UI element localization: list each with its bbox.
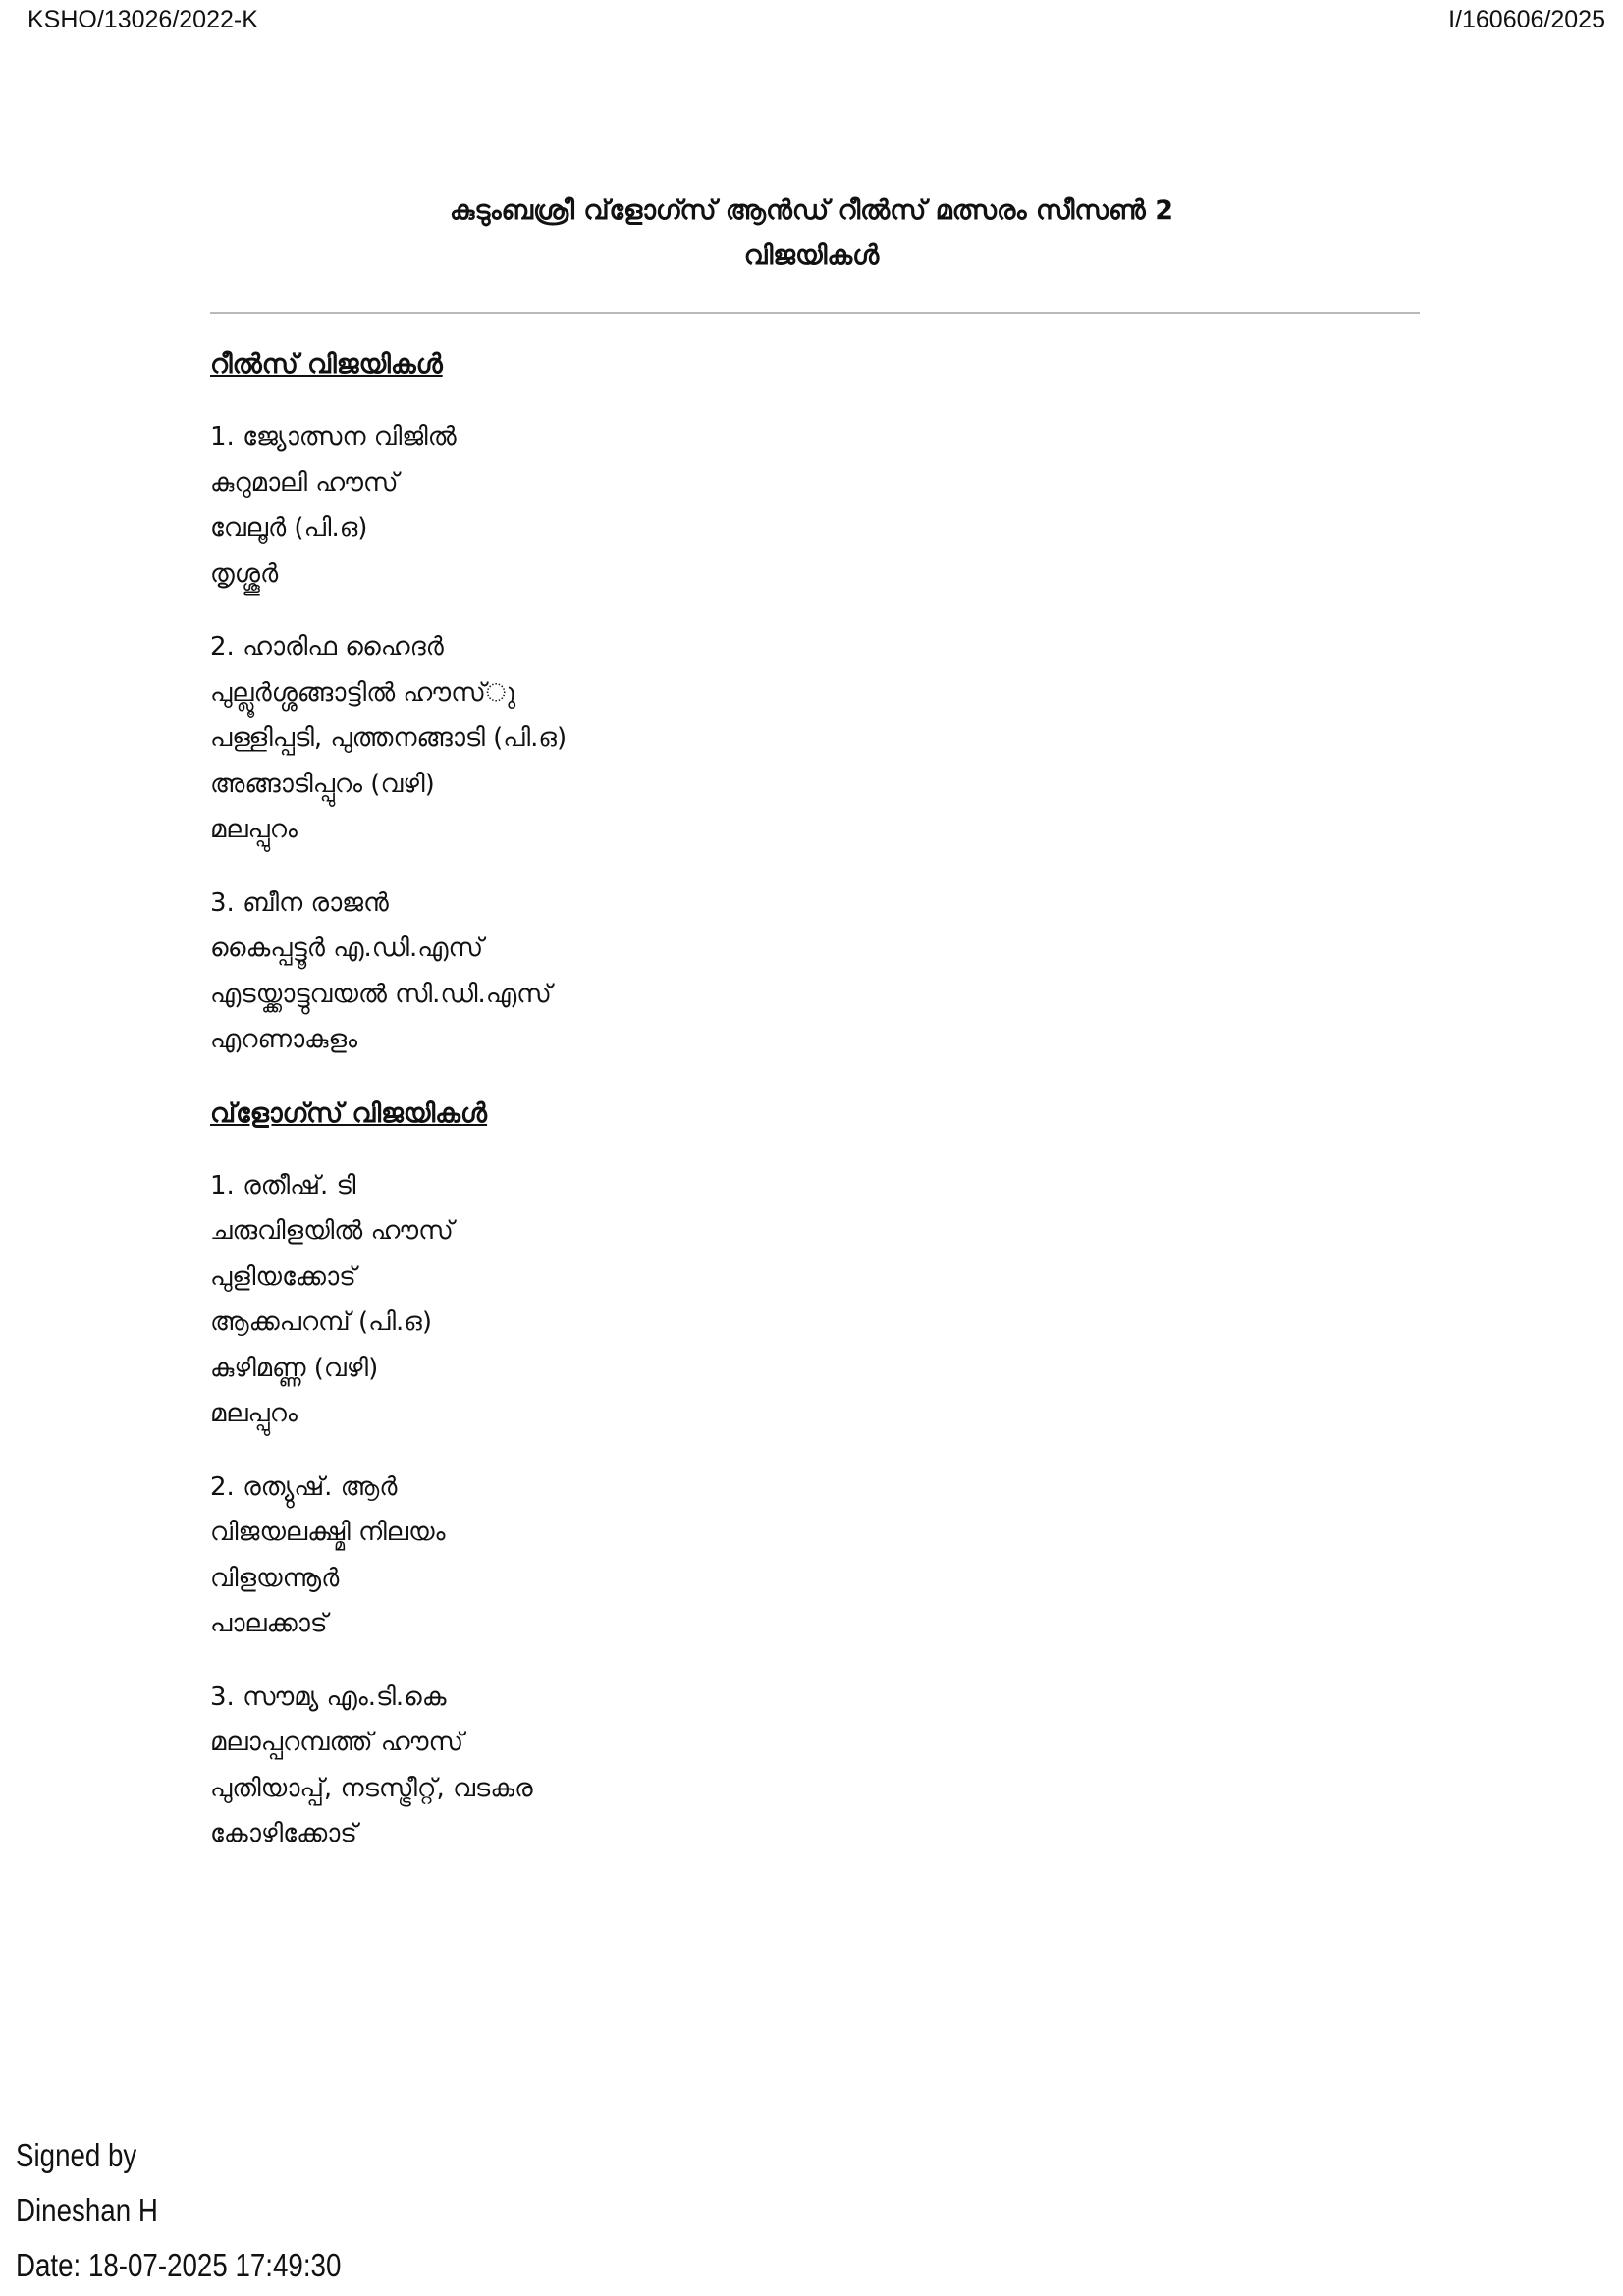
- reels-section-heading: റീൽസ് വിജയികൾ: [210, 349, 443, 380]
- document-body: [210, 346, 1388, 1885]
- address-line: പള്ളിപ്പടി, പുത്തനങ്ങാടി (പി.ഒ): [210, 723, 568, 753]
- address-line: ആക്കപറമ്പ് (പി.ഒ): [210, 1308, 432, 1337]
- document-reference: I/160606/2025: [1448, 6, 1605, 33]
- address-line: വിളയന്നൂർ: [210, 1563, 340, 1593]
- vlogs-winner-3: [210, 1675, 1388, 1857]
- title-line-2: വിജയികൾ: [743, 240, 880, 271]
- winner-name: 1. ജ്യോത്സന വിജിൽ: [210, 422, 457, 452]
- address-line: തൃശ്ശൂർ: [210, 559, 279, 589]
- address-line: ചരുവിളയിൽ ഹൗസ്: [210, 1216, 454, 1246]
- signature-signer-name: Dineshan H: [16, 2192, 158, 2228]
- address-line: എറണാകുളം: [210, 1025, 357, 1054]
- address-line: പാലക്കാട്: [210, 1609, 328, 1638]
- digital-signature: [16, 2128, 341, 2293]
- address-line: പുതിയാപ്പ്, നടസ്ട്രീറ്റ്, വടകര: [210, 1773, 533, 1803]
- address-line: വേലൂർ (പി.ഒ): [210, 513, 368, 543]
- vlogs-winner-2: [210, 1465, 1388, 1647]
- signature-date: Date: 18-07-2025 17:49:30: [16, 2247, 342, 2283]
- address-line: മലപ്പുറം: [210, 1399, 298, 1428]
- reels-winner-2: [210, 624, 1388, 853]
- address-line: കുറുമാലി ഹൗസ്: [210, 467, 399, 498]
- address-line: എടയ്ക്കാട്ടുവയൽ സി.ഡി.എസ്: [210, 979, 552, 1009]
- winner-name: 2. രത്യുഷ്. ആർ: [210, 1471, 398, 1502]
- address-line: അങ്ങാടിപ്പുറം (വഴി): [210, 769, 435, 799]
- reels-winner-1: [210, 414, 1388, 597]
- winner-name: 2. ഹാരിഫ ഹൈദർ: [210, 632, 444, 662]
- title-divider: [210, 312, 1420, 314]
- file-reference: KSHO/13026/2022-K: [27, 6, 258, 33]
- document-title: [0, 188, 1623, 279]
- winner-name: 1. രതീഷ്. ടി: [210, 1170, 356, 1201]
- vlogs-winner-1: [210, 1163, 1388, 1437]
- reels-winner-3: [210, 881, 1388, 1063]
- address-line: വിജയലക്ഷ്മി നിലയം: [210, 1518, 446, 1547]
- address-line: കോഴിക്കോട്: [210, 1819, 357, 1848]
- address-line: പുളിയക്കോട്: [210, 1261, 356, 1292]
- winner-name: 3. സൗമ്യ എം.ടി.കെ: [210, 1682, 447, 1712]
- address-line: കുഴിമണ്ണ (വഴി): [210, 1353, 379, 1383]
- title-line-1: കുടുംബശ്രീ വ്‌ളോഗ്സ് ആൻഡ് റീൽസ് മത്സരം സീസൺ 2: [449, 195, 1174, 226]
- address-line: മലപ്പുറം: [210, 815, 298, 844]
- signature-signed-by: Signed by: [16, 2137, 137, 2173]
- address-line: പുല്ലൂർശ്ശങ്ങാട്ടിൽ ഹൗസ്‌ു: [210, 677, 516, 708]
- address-line: കൈപ്പട്ടൂർ എ.ഡി.എസ്: [210, 934, 484, 963]
- vlogs-section-heading: വ്‌ളോഗ്സ് വിജയികൾ: [210, 1097, 488, 1129]
- address-line: മലാപ്പറമ്പത്ത് ഹൗസ്: [210, 1728, 464, 1757]
- winner-name: 3. ബീന രാജൻ: [210, 887, 389, 918]
